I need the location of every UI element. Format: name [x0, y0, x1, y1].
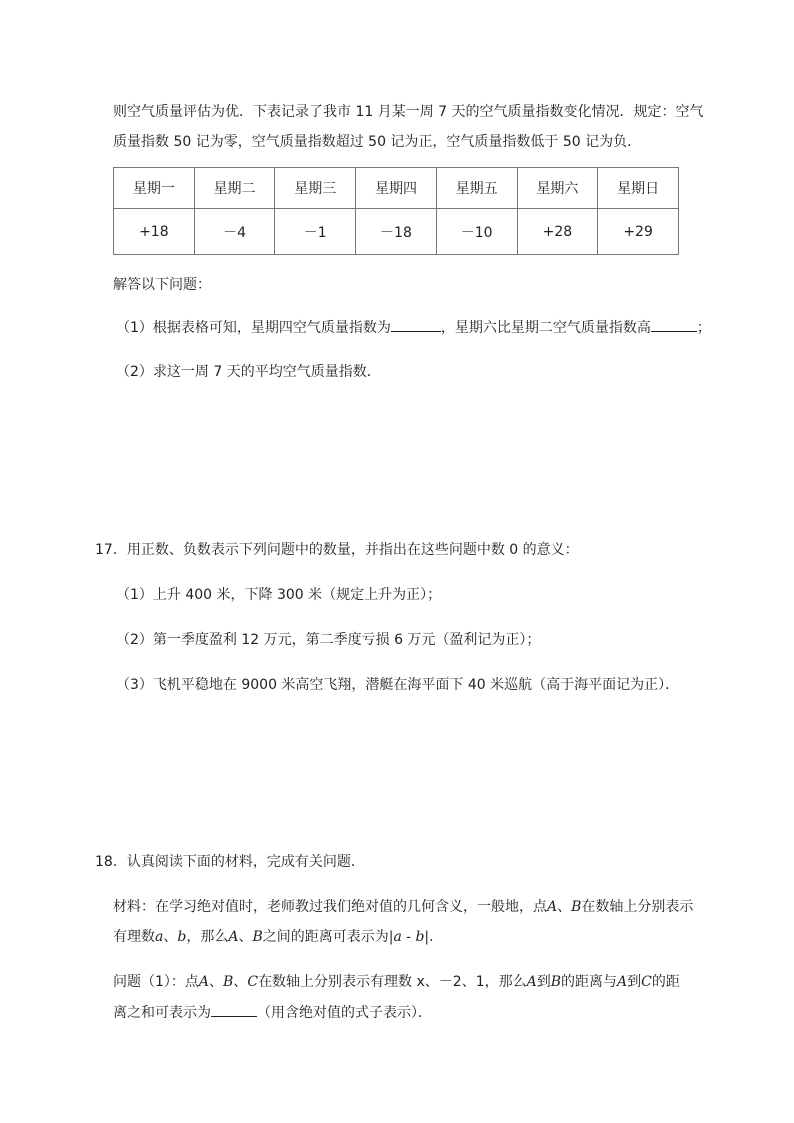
q18-material-line-1 [113, 897, 693, 917]
q16-part1-text-b: ，星期六比星期二空气质量指数高 [440, 320, 651, 336]
var-a: a [155, 929, 164, 945]
q18-problem-text-c: 的距离与 [561, 974, 618, 990]
var-b: b [177, 929, 187, 945]
q18-problem2-text-a: 离之和可表示为 [113, 1005, 211, 1021]
q18-problem-text-d: 的距 [651, 974, 680, 990]
sep: 、 [557, 899, 572, 915]
q18-problem-line-1 [113, 972, 680, 992]
table-value-row [114, 209, 679, 255]
var-A-5: A [617, 974, 628, 990]
q17-part2: （2）第一季度盈利 12 万元，第二季度亏损 6 万元（盈利记为正）； [116, 632, 541, 648]
var-C: C [247, 974, 259, 990]
q16-part1-end: ； [696, 320, 711, 336]
value-cell-thu: －18 [356, 209, 437, 255]
to-1: 到 [536, 974, 551, 990]
answer-blank-2[interactable] [651, 317, 697, 332]
sep-2: 、 [238, 929, 253, 945]
abs-expression: |a - b| [388, 929, 430, 945]
q16-instruction: 解答以下问题： [113, 277, 211, 293]
header-cell-tue: 星期二 [194, 168, 275, 209]
header-cell-sat: 星期六 [517, 168, 598, 209]
table-header-row [114, 168, 679, 209]
q17-title: 17．用正数、负数表示下列问题中的数量，并指出在这些问题中数 0 的意义： [95, 542, 579, 558]
q18-problem-line-2 [113, 1002, 432, 1023]
value-cell-fri: －10 [436, 209, 517, 255]
var-B-2: B [252, 929, 263, 945]
q18-material2-text-a: 有理数 [113, 929, 155, 945]
header-cell-mon: 星期一 [114, 168, 195, 209]
q18-material-line-2 [113, 927, 434, 947]
q16-part1 [116, 317, 711, 338]
q18-problem-text-a: 问题（1）：点 [113, 974, 199, 990]
var-B-3: B [223, 974, 234, 990]
answer-blank-1[interactable] [391, 317, 441, 332]
q18-material-text-b: 在数轴上分别表示 [581, 899, 694, 915]
q18-material-text-a: 材料：在学习绝对值时，老师教过我们绝对值的几何含义，一般地，点 [113, 899, 547, 915]
to-2: 到 [627, 974, 642, 990]
var-C-2: C [641, 974, 652, 990]
q18-material2-text-b: ，那么 [186, 929, 229, 945]
header-cell-sun: 星期日 [598, 168, 679, 209]
q17-part1: （1）上升 400 米，下降 300 米（规定上升为正）； [116, 587, 442, 603]
period: . [429, 929, 434, 945]
var-A-4: A [526, 974, 537, 990]
value-cell-sat: +28 [517, 209, 598, 255]
comma: 、 [163, 929, 178, 945]
value-cell-wed: －1 [275, 209, 356, 255]
q17-part3: （3）飞机平稳地在 9000 米高空飞翔，潜艇在海平面下 40 米巡航（高于海平面记为正）． [116, 677, 680, 693]
intro-line-1: 则空气质量评估为优．下表记录了我市 11 月某一周 7 天的空气质量指数变化情况．规定：空气 [113, 104, 704, 120]
var-B: B [571, 899, 582, 915]
var-A-2: A [228, 929, 239, 945]
header-cell-fri: 星期五 [436, 168, 517, 209]
intro-line-2: 质量指数 50 记为零，空气质量指数超过 50 记为正，空气质量指数低于 50 记为负． [113, 134, 642, 150]
var-A: A [547, 899, 558, 915]
header-cell-wed: 星期三 [275, 168, 356, 209]
q16-part1-text-a: （1）根据表格可知，星期四空气质量指数为 [116, 320, 391, 336]
q18-material2-text-c: 之间的距离可表示为 [262, 929, 389, 945]
aqi-table [113, 167, 679, 255]
q18-problem2-text-b: （用含绝对值的式子表示）． [257, 1005, 432, 1021]
answer-blank-3[interactable] [211, 1002, 257, 1017]
value-cell-tue: －4 [194, 209, 275, 255]
sep-4: 、 [233, 974, 248, 990]
q18-title: 18．认真阅读下面的材料，完成有关问题． [95, 854, 365, 870]
header-cell-thu: 星期四 [356, 168, 437, 209]
sep-3: 、 [209, 974, 224, 990]
q16-part2: （2）求这一周 7 天的平均空气质量指数． [116, 364, 381, 380]
value-cell-sun: +29 [598, 209, 679, 255]
value-cell-mon: +18 [114, 209, 195, 255]
q18-problem-text-b: 在数轴上分别表示有理数 x、－2、1，那么 [258, 974, 527, 990]
var-A-3: A [198, 974, 210, 990]
var-B-4: B [550, 974, 562, 990]
